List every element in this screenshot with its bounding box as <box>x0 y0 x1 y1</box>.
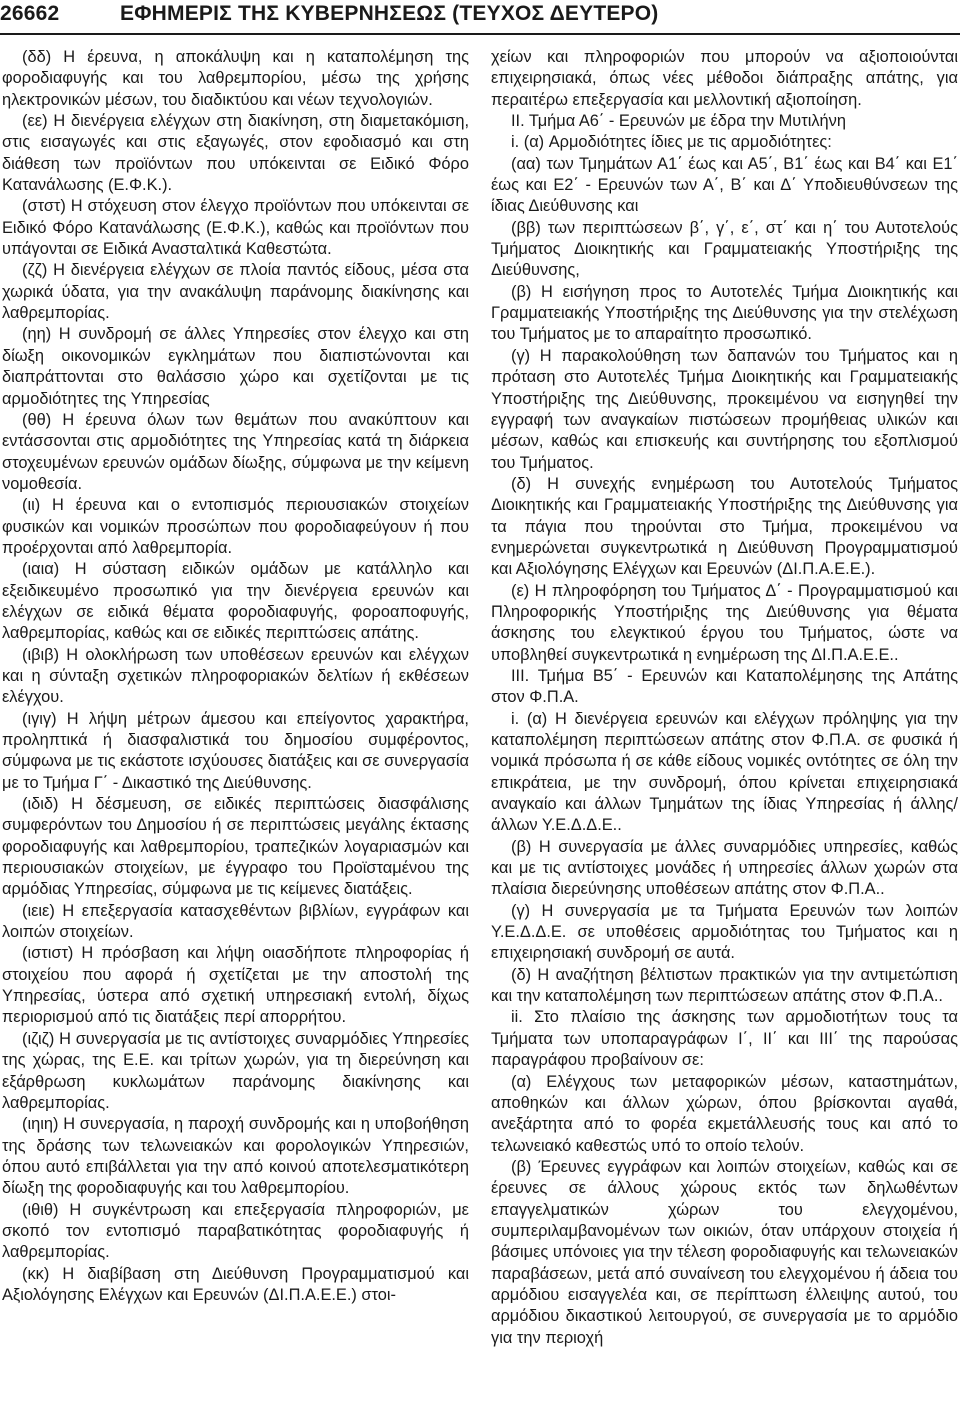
paragraph: (ιστιστ) Η πρόσβαση και λήψη οιασδήποτε πληροφορίας ή στοιχείου που αφορά ή σχετίζεται με την αποστολή της Υπηρεσίας, ύστερα από σχετική υπηρεσιακή εντολή, δίχως περιορισμού από τις διατάξεις περί απορρήτου. <box>2 944 469 1027</box>
paragraph: (α) Ελέγχους των μεταφορικών μέσων, καταστημάτων, αποθηκών και άλλων χώρων, όπου βρίσκονται αγαθά, ανεξάρτητα από το φορέα εκμετάλλευσής τους και από το τελωνειακό καθεστώς υπό το οποίο τελούν. <box>491 1072 958 1155</box>
paragraph: (κκ) Η διαβίβαση στη Διεύθυνση Προγραμματισμού και Αξιολόγησης Ελέγχων και Ερευνών (ΔΙ.Π.Α.Ε.Ε.) στοι- <box>2 1264 469 1304</box>
paragraph: (δ) Η αναζήτηση βέλτιστων πρακτικών για την αντιμετώπιση και την καταπολέμηση των περιπτώσεων απάτης στον Φ.Π.Α.. <box>491 965 958 1006</box>
paragraph: (ιι) Η έρευνα και ο εντοπισμός περιουσιακών στοιχείων φυσικών και νομικών προσώπων που φοροδιαφεύγουν ή που προέρχονται από λαθρεμπορία. <box>2 496 469 557</box>
paragraph: (ε) Η πληροφόρηση του Τμήματος Δ΄ - Προγραμματισμού και Πληροφορικής Υποστήριξης της Διεύθυνσης για θέματα άσκησης του ελεγκτικού έργου του Τμήματος, ώστε να υποβληθεί συγκεντρωτικά η ενημέρωση της ΔΙ.Π.Α.Ε.Ε.. <box>491 581 958 664</box>
paragraph: (ιηιη) Η συνεργασία, η παροχή συνδρομής και η υποβοήθηση της δράσης των τελωνειακών και φορολογικών Υπηρεσιών, όπου αυτό επιβάλλεται για την από κοινού αποτελεσματικότερη δίωξη της φοροδιαφυγής και του λαθρεμπορίου. <box>2 1115 469 1198</box>
paragraph: (εε) Η διενέργεια ελέγχων στη διακίνηση, στη διαμετακόμιση, στις εισαγωγές και στις εξαγωγές, στον εφοδιασμό και στη διάθεση των προϊόντων που υπόκεινται σε Ειδικό Φόρο Κατανάλωσης (Ε.Φ.Κ.). <box>2 112 469 195</box>
paragraph: (στστ) Η στόχευση στον έλεγχο προϊόντων που υπόκεινται σε Ειδικό Φόρο Κατανάλωσης (Ε.Φ.Κ.), καθώς και προϊόντων που υπάγονται σε Ειδικά Ανασταλτικά Καθεστώτα. <box>2 197 469 259</box>
paragraph: (β) Η συνεργασία με άλλες συναρμόδιες υπηρεσίες, καθώς και με τις αντίστοιχες μονάδες ή υπηρεσίες άλλων χωρών στα πλαίσια διερεύνησης υποθέσεων απάτης στον Φ.Π.Α.. <box>491 837 958 899</box>
paragraph: (ββ) των περιπτώσεων β΄, γ΄, ε΄, στ΄ και η΄ του Αυτοτελούς Τμήματος Διοικητικής και Γραμματειακής Υποστήριξης της Διεύθυνσης, <box>491 218 958 280</box>
paragraph: ΙΙ. Τμήμα Α6΄ - Ερευνών με έδρα την Μυτιλήνη <box>511 112 846 131</box>
paragraph: (ιγιγ) Η λήψη μέτρων άμεσου και επείγοντος χαρακτήρα, προληπτικά ή διασφαλιστικά του δημοσίου συμφέροντος, σύμφωνα με τις εκάστοτε ισχύουσες διατάξεις και σε συνεργασία με το Τμήμα Γ΄ - Δικαστικό της Διεύθυνσης. <box>2 709 469 792</box>
paragraph: (θθ) Η έρευνα όλων των θεμάτων που ανακύπτουν και εντάσσονται στις αρμοδιότητες της Υπηρεσίας κατά τη διάρκεια στοχευμένων ερευνών ομάδων δίωξης, σύμφωνα με την κείμενη νομοθεσία. <box>2 410 469 493</box>
page-header <box>0 0 960 36</box>
paragraph: (ιδιδ) Η δέσμευση, σε ειδικές περιπτώσεις διασφάλισης συμφερόντων του Δημοσίου ή σε περιπτώσεις μεγάλης έκτασης φοροδιαφυγής και λαθρεμπορίου, τραπεζικών λογαριασμών και περιουσιακών στοιχείων, με έγγραφο του Προϊσταμένου της αρμόδιας Υπηρεσίας, σύμφωνα με τις κείμενες διατάξεις. <box>2 795 469 899</box>
paragraph: (αα) των Τμημάτων Α1΄ έως και Α5΄, Β1΄ έως και Β4΄ και Ε1΄ έως και Ε2΄ - Ερευνών των Α΄, Β΄ και Δ΄ Υποδιευθύνσεων της ίδιας Διεύθυνσης και <box>491 154 958 216</box>
paragraph: (ηη) Η συνδρομή σε άλλες Υπηρεσίες στον έλεγχο και στη δίωξη οικονομικών εγκλημάτων που διαπιστώνονται και διαπράττονται στο θαλάσσιο χώρο και σχετίζονται με τις αρμοδιότητες της Υπηρεσίας <box>2 325 469 408</box>
paragraph: ii. Στο πλαίσιο της άσκησης των αρμοδιοτήτων τους τα Τμήματα των υποπαραγράφων Ι΄, ΙΙ΄ και ΙΙΙ΄ της παρούσας παραγράφου προβαίνουν σε: <box>491 1008 958 1070</box>
paragraph-continuation: χείων και πληροφοριών που μπορούν να αξιοποιούνται επιχειρησιακά, όπως νέες μέθοδοι διάπραξης απάτης, για περαιτέρω επεξεργασία και μελλοντική αξιοποίηση. <box>491 48 958 109</box>
paragraph: (γ) Η παρακολούθηση των δαπανών του Τμήματος και η πρόταση στο Αυτοτελές Τμήμα Διοικητικής και Γραμματειακής Υποστήριξης της Διεύθυνσης, προκειμένου να εισηγηθεί την εγγραφή των αναγκαίων πιστώσεων προμήθειας υλικών και μέσων, καθώς και επισκευής και συντήρησης του εξοπλισμού του Τμήματος. <box>491 346 958 472</box>
paragraph: (ιαια) Η σύσταση ειδικών ομάδων με κατάλληλο και εξειδικευμένο προσωπικό για την διενέργεια ερευνών και ελέγχων σε ειδικά θέματα φοροδιαφυγής, φοροαποφυγής, λαθρεμπορίας, καθώς και σε ειδικές περιπτώσεις απάτης. <box>2 560 469 643</box>
paragraph: (ιβιβ) Η ολοκλήρωση των υποθέσεων ερευνών και ελέγχων και η σύνταξη σχετικών πληροφοριακών δελτίων ή εκθέσεων ελέγχου. <box>2 645 469 707</box>
paragraph: (ιζιζ) Η συνεργασία με τις αντίστοιχες συναρμόδιες Υπηρεσίες της χώρας, της Ε.Ε. και τρίτων χωρών, για τη διερεύνηση και εξάρθρωση κυκλωμάτων παράνομης διακίνησης και λαθρεμπορίας. <box>2 1029 469 1112</box>
paragraph: (β) Η εισήγηση προς το Αυτοτελές Τμήμα Διοικητικής και Γραμματειακής Υποστήριξης της Διεύθυνσης για την στελέχωση του Τμήματος με το απαραίτητο προσωπικό. <box>491 282 958 344</box>
paragraph: (δ) Η συνεχής ενημέρωση του Αυτοτελούς Τμήματος Διοικητικής και Γραμματειακής Υποστήριξης της Διεύθυνσης για τα πάγια που τηρούνται στο Τμήμα, προκειμένου να ενημερώνεται συγκεντρωτικά η Διεύθυνση Προγραμματισμού και Αξιολόγησης Ελέγχων και Ερευνών (ΔΙ.Π.Α.Ε.Ε.). <box>491 474 958 579</box>
header-divider <box>0 33 960 35</box>
paragraph: ΙΙΙ. Τμήμα Β5΄ - Ερευνών και Καταπολέμησης της Απάτης στον Φ.Π.Α. <box>491 666 958 707</box>
left-text-column <box>2 47 469 1306</box>
right-text-column <box>491 47 958 1349</box>
paragraph: i. (α) Η διενέργεια ερευνών και ελέγχων πρόληψης για την καταπολέμηση περιπτώσεων απάτης στον Φ.Π.Α. σε φυσικά ή νομικά πρόσωπα ή σε κάθε είδους νομικές οντότητες σε όλη την επικράτεια, με την συνδρομή, όπου κρίνεται επιχειρησιακά αναγκαίο και άλλων Τμημάτων της ίδιας Υπηρεσίας ή άλλης/άλλων Υ.Ε.Δ.Δ.Ε.. <box>491 709 958 835</box>
paragraph: i. (α) Αρμοδιότητες ίδιες με τις αρμοδιότητες: <box>511 133 832 152</box>
paragraph: (ιθιθ) Η συγκέντρωση και επεξεργασία πληροφοριών, με σκοπό τον εντοπισμό παραβατικότητας φοροδιαφυγής ή λαθρεμπορίας. <box>2 1200 469 1262</box>
paragraph: (γ) Η συνεργασία με τα Τμήματα Ερευνών των λοιπών Υ.Ε.Δ.Δ.Ε. σε υποθέσεις αρμοδιότητας του Τμήματος και η επιχειρησιακή συνδρομή σε αυτά. <box>491 901 958 963</box>
paragraph: (δδ) Η έρευνα, η αποκάλυψη και η καταπολέμηση της φοροδιαφυγής και του λαθρεμπορίου, μέσω της χρήσης ηλεκτρονικών μέσων, του διαδικτύου και νέων τεχνολογιών. <box>2 48 469 109</box>
paragraph: (β) Έρευνες εγγράφων και λοιπών στοιχείων, καθώς και σε έρευνες σε άλλους χώρους εκτός των δηλωθέντων επαγγελματικών χώρων του ελεγχομένου, συμπεριλαμβανομένων των οικιών, όταν υπάρχουν στοιχεία ή βάσιμες υπόνοιες για την τέλεση φοροδιαφυγής και τελωνειακών παραβάσεων, μετά από συναίνεση του ελεγχομένου ή άδεια του αρμόδιου εισαγγελέα και, σε περίπτωση έλλειψης αυτού, του αρμόδιου δικαστικού λειτουργού, σε συνεργασία με το αρμόδιο για την περιοχή <box>491 1157 958 1347</box>
paragraph: (ιειε) Η επεξεργασία κατασχεθέντων βιβλίων, εγγράφων και λοιπών στοιχείων. <box>2 901 469 942</box>
page-number: 26662 <box>0 2 60 25</box>
gazette-title: ΕΦΗΜΕΡΙΣ ΤΗΣ ΚΥΒΕΡΝΗΣΕΩΣ (ΤΕΥΧΟΣ ΔΕΥΤΕΡΟ) <box>120 2 659 25</box>
paragraph: (ζζ) Η διενέργεια ελέγχων σε πλοία παντός είδους, μέσα στα χωρικά ύδατα, για την ανακάλυψη παράνομης διακίνησης και λαθρεμπορίας. <box>2 261 469 323</box>
